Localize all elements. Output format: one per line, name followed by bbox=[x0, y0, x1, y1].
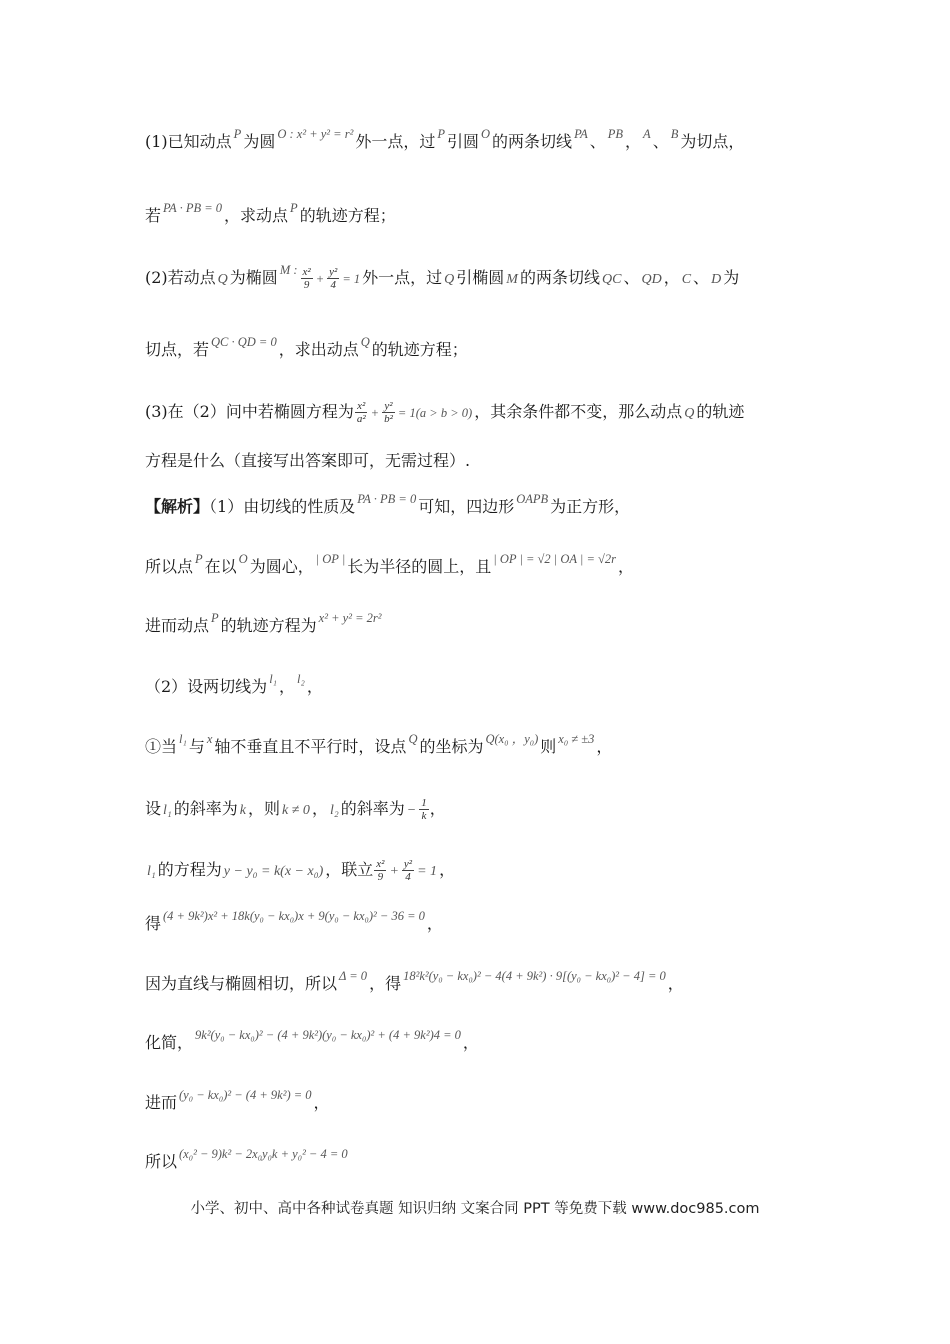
denominator: a² bbox=[356, 413, 366, 425]
text: 、 bbox=[623, 268, 640, 287]
text: 进而 bbox=[145, 1093, 178, 1112]
text: ， bbox=[462, 1033, 479, 1052]
math: x bbox=[206, 732, 213, 746]
text: 的轨迹 bbox=[696, 402, 745, 421]
solution-line-5 bbox=[145, 732, 830, 758]
text: ， bbox=[313, 1093, 330, 1112]
math: A bbox=[643, 127, 651, 141]
problem-3-line-2: 方程是什么（直接写出答案即可，无需过程）. bbox=[145, 451, 471, 470]
text: 的两条切线 bbox=[492, 132, 573, 151]
text: 、 bbox=[652, 132, 669, 151]
text: 若 bbox=[145, 206, 162, 225]
math: O bbox=[238, 552, 248, 566]
text: 为圆 bbox=[243, 132, 276, 151]
solution-line-9 bbox=[145, 969, 830, 995]
math: Q(x₀ ，y₀) bbox=[485, 732, 539, 746]
text: 的轨迹方程为 bbox=[220, 616, 317, 635]
text: 与 bbox=[188, 737, 205, 756]
math: = 1(a > b > 0) bbox=[397, 406, 473, 420]
fraction bbox=[301, 266, 313, 291]
text: 为椭圆 bbox=[229, 268, 278, 287]
text: ，求动点 bbox=[224, 206, 289, 225]
problem-1-line-1 bbox=[145, 127, 830, 153]
text: 进而动点 bbox=[145, 616, 210, 635]
solution-line-6 bbox=[145, 797, 830, 822]
text: (2)若动点 bbox=[145, 268, 216, 287]
text: 的坐标为 bbox=[419, 737, 484, 756]
math: k bbox=[239, 803, 247, 818]
numerator: x² bbox=[376, 858, 385, 870]
math: 9k²(y₀ − kx₀)² − (4 + 9k²)(y₀ − kx₀)² + (4 + 9k²)4 = 0 bbox=[195, 1028, 461, 1042]
math: (x₀² − 9)k² − 2x₀y₀k + y₀² − 4 = 0 bbox=[179, 1147, 348, 1161]
numerator: x² bbox=[357, 400, 366, 412]
text: ， bbox=[279, 677, 296, 696]
solution-line-8 bbox=[145, 909, 830, 935]
fraction bbox=[419, 797, 429, 822]
math: l₁ bbox=[269, 672, 278, 686]
text: 为正方形， bbox=[550, 497, 631, 516]
problem-2-line-2 bbox=[145, 335, 830, 361]
text: 外一点，过 bbox=[362, 268, 443, 287]
numerator: y² bbox=[329, 266, 338, 278]
math: Q bbox=[444, 272, 455, 287]
math: Q bbox=[360, 335, 370, 349]
numerator: x² bbox=[302, 266, 311, 278]
math: + bbox=[389, 864, 399, 879]
denominator: 4 bbox=[330, 279, 336, 291]
math: P bbox=[211, 611, 219, 625]
fraction bbox=[355, 400, 368, 425]
text: 为圆心， bbox=[249, 557, 314, 576]
text: ， bbox=[306, 677, 323, 696]
text: 的轨迹方程； bbox=[299, 206, 396, 225]
math: Q bbox=[217, 272, 228, 287]
math: QD bbox=[641, 272, 662, 287]
text: 引圆 bbox=[447, 132, 480, 151]
fraction bbox=[402, 858, 414, 883]
text: 长为半径的圆上，且 bbox=[347, 557, 492, 576]
solution-line-1 bbox=[145, 492, 830, 518]
math: P bbox=[195, 552, 203, 566]
numerator: 1 bbox=[421, 797, 427, 809]
math: QC · QD = 0 bbox=[211, 335, 277, 349]
math: l₁ bbox=[147, 864, 156, 879]
text: 可知，四边形 bbox=[418, 497, 515, 516]
math: O : x² + y² = r² bbox=[277, 127, 354, 141]
text: 的两条切线 bbox=[519, 268, 600, 287]
text: ，得 bbox=[369, 974, 402, 993]
math: l₁ bbox=[163, 803, 172, 818]
math: y − y₀ = k(x − x₀) bbox=[223, 864, 324, 879]
math: l₂ bbox=[297, 672, 305, 686]
text: 外一点，过 bbox=[355, 132, 436, 151]
text: 切点，若 bbox=[145, 340, 210, 359]
math: l₂ bbox=[329, 803, 339, 818]
text: 的轨迹方程； bbox=[371, 340, 468, 359]
solution-line-2 bbox=[145, 552, 830, 578]
numerator: y² bbox=[403, 858, 413, 870]
text: 轴不垂直且不平行时，设点 bbox=[214, 737, 407, 756]
math: Q bbox=[408, 732, 418, 746]
math: P bbox=[233, 127, 242, 141]
text: 的斜率为 bbox=[340, 799, 405, 818]
math: P bbox=[290, 201, 298, 215]
solution-line-10 bbox=[145, 1028, 830, 1054]
text: ①当 bbox=[145, 737, 178, 756]
text: ， bbox=[311, 799, 328, 818]
solution-line-11 bbox=[145, 1088, 830, 1114]
denominator: 9 bbox=[303, 279, 310, 291]
page-footer: 小学、初中、高中各种试卷真题 知识归纳 文案合同 PPT 等免费下载 www.doc985.com bbox=[190, 1201, 760, 1217]
text: ，其余条件都不变，那么动点 bbox=[474, 402, 683, 421]
solution-line-12 bbox=[145, 1147, 830, 1173]
math: + bbox=[370, 406, 380, 420]
denominator: 4 bbox=[405, 871, 411, 883]
math: 18²k²(y₀ − kx₀)² − 4(4 + 9k²) · 9[(y₀ − kx₀)² − 4] = 0 bbox=[403, 969, 666, 983]
numerator: y² bbox=[384, 400, 393, 412]
text: （1）由切线的性质及 bbox=[209, 497, 356, 516]
math: = 1 bbox=[417, 864, 438, 879]
text: 引椭圆 bbox=[456, 268, 505, 287]
text: 化简， bbox=[145, 1033, 194, 1052]
math: x₀ ≠ ±3 bbox=[558, 732, 595, 746]
text: 设 bbox=[145, 799, 162, 818]
math: PB bbox=[607, 127, 624, 141]
text: 所以 bbox=[145, 1152, 178, 1171]
text: ，则 bbox=[248, 799, 281, 818]
text: 在以 bbox=[204, 557, 237, 576]
text: 所以点 bbox=[145, 557, 194, 576]
math: OAPB bbox=[516, 492, 549, 506]
fraction bbox=[382, 400, 395, 425]
text: 为 bbox=[723, 268, 740, 287]
text: (3)在（2）问中若椭圆方程为 bbox=[145, 402, 354, 421]
text: 则 bbox=[540, 737, 557, 756]
math: B bbox=[670, 127, 679, 141]
text: 、 bbox=[589, 132, 606, 151]
text: ， bbox=[426, 914, 443, 933]
math: − bbox=[406, 803, 417, 818]
solution-line-7 bbox=[145, 858, 830, 883]
text: (1)已知动点 bbox=[145, 132, 232, 151]
math: C bbox=[681, 272, 692, 287]
text: ，联立 bbox=[325, 860, 374, 879]
solution-label: 【解析】 bbox=[145, 497, 210, 516]
denominator: 9 bbox=[377, 871, 384, 883]
text: ， bbox=[663, 268, 680, 287]
math: (y₀ − kx₀)² − (4 + 9k²) = 0 bbox=[179, 1088, 312, 1102]
math: M bbox=[506, 272, 518, 287]
math: PA · PB = 0 bbox=[163, 201, 223, 215]
math: D bbox=[711, 272, 722, 287]
math: = 1 bbox=[342, 272, 361, 286]
text: 、 bbox=[693, 268, 710, 287]
math: | OP | bbox=[315, 552, 346, 566]
text: ， bbox=[596, 737, 613, 756]
text: 得 bbox=[145, 914, 162, 933]
math: x² + y² = 2r² bbox=[318, 611, 382, 625]
math: Δ = 0 bbox=[339, 969, 368, 983]
fraction bbox=[374, 858, 386, 883]
text: ， bbox=[625, 132, 642, 151]
problem-1-line-2 bbox=[145, 201, 830, 227]
fraction bbox=[327, 266, 339, 291]
math: M : bbox=[279, 263, 298, 277]
math: QC bbox=[601, 272, 622, 287]
math: O bbox=[481, 127, 491, 141]
text: 的斜率为 bbox=[173, 799, 238, 818]
text: 为切点， bbox=[680, 132, 745, 151]
solution-line-3 bbox=[145, 611, 830, 637]
math: (4 + 9k²)x² + 18k(y₀ − kx₀)x + 9(y₀ − kx₀)² − 36 = 0 bbox=[163, 909, 425, 923]
math: Q bbox=[684, 406, 695, 421]
text: ，求出动点 bbox=[278, 340, 359, 359]
problem-3-line-1 bbox=[145, 400, 830, 425]
math: PA bbox=[574, 127, 588, 141]
text: ， bbox=[667, 974, 684, 993]
text: （2）设两切线为 bbox=[145, 677, 268, 696]
math: P bbox=[437, 127, 445, 141]
math: l₁ bbox=[179, 732, 187, 746]
math: PA · PB = 0 bbox=[357, 492, 417, 506]
math: | OP | = √2 | OA | = √2r bbox=[493, 552, 616, 566]
denominator: b² bbox=[384, 413, 393, 425]
text: 的方程为 bbox=[157, 860, 222, 879]
denominator: k bbox=[421, 810, 427, 822]
problem-2-line-1 bbox=[145, 263, 830, 291]
text: ， bbox=[618, 557, 635, 576]
math: + bbox=[315, 272, 325, 286]
text: ， bbox=[439, 860, 456, 879]
math: k ≠ 0 bbox=[282, 803, 310, 818]
solution-line-4 bbox=[145, 672, 830, 698]
text: 因为直线与椭圆相切，所以 bbox=[145, 974, 338, 993]
text: ， bbox=[429, 799, 446, 818]
